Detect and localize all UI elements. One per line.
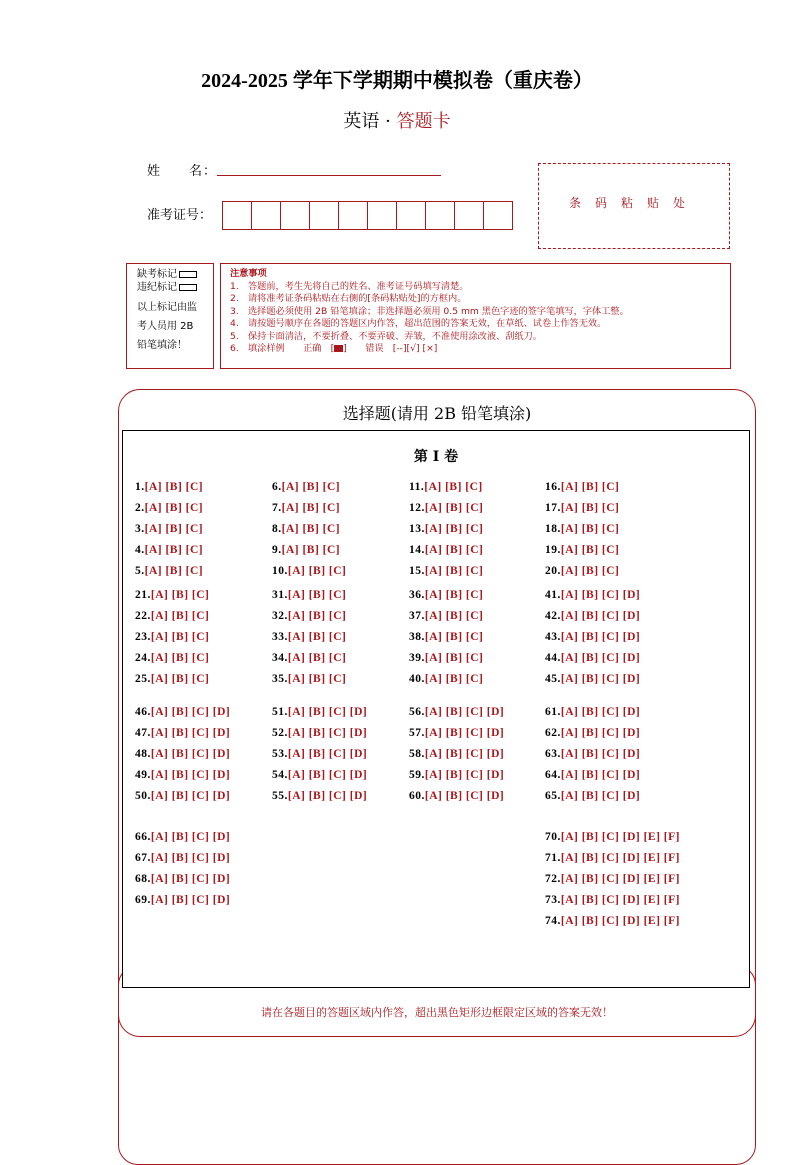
question-row[interactable] [135,894,230,906]
question-number: 39. [409,652,425,664]
question-row[interactable] [135,544,203,556]
answer-options[interactable]: [A] [B] [C] [281,544,341,556]
answer-options[interactable]: [A] [B] [C] [D] [287,790,368,802]
question-row[interactable] [409,544,483,556]
notice-item: 5. 保持卡面清洁，不要折叠、不要弄破、弄皱，不准使用涂改液、刮纸刀。 [230,330,542,342]
question-row[interactable] [135,673,209,685]
answer-options[interactable]: [A] [B] [C] [D] [150,873,231,885]
notice-item: 1. 答题前，考生先将自己的姓名、准考证号码填写清楚。 [230,280,469,292]
question-row[interactable] [135,652,209,664]
question-number: 64. [545,769,561,781]
question-number: 15. [409,565,425,577]
question-number: 41. [545,589,561,601]
question-row[interactable] [272,631,346,643]
question-row[interactable] [135,523,203,535]
question-number: 4. [135,544,145,556]
question-number: 47. [135,727,151,739]
question-row[interactable] [545,631,640,643]
question-number: 65. [545,790,561,802]
footer-note: 请在各题目的答题区域内作答，超出黑色矩形边框限定区域的答案无效！ [261,1006,613,1019]
answer-options[interactable]: [A] [B] [C] [424,481,483,493]
answer-options[interactable]: [A] [B] [C] [287,565,347,577]
answer-options[interactable]: [A] [B] [C] [D] [287,748,368,760]
question-number: 12. [409,502,425,514]
answer-options[interactable]: [A] [B] [C] [D] [150,706,231,718]
id-digit-box[interactable] [367,201,397,230]
question-row[interactable] [135,748,230,760]
question-number: 17. [545,502,561,514]
answer-options[interactable]: [A] [B] [C] [560,544,620,556]
id-digit-box[interactable] [396,201,426,230]
answer-options[interactable]: [A] [B] [C] [424,610,484,622]
question-number: 37. [409,610,425,622]
question-row[interactable] [545,502,619,514]
answer-options[interactable]: [A] [B] [C] [281,502,341,514]
absent-mark-label: 缺考标记 [137,269,177,280]
question-row[interactable] [545,706,640,718]
answer-options[interactable]: [A] [B] [C] [287,589,347,601]
question-number: 33. [272,631,288,643]
question-number: 2. [135,502,145,514]
notice-box [220,263,731,369]
subtitle [0,107,794,133]
card-label: 答题卡 [396,111,451,132]
answer-options[interactable]: [A] [B] [C] [281,523,341,535]
question-number: 73. [545,894,561,906]
fill-sample-prefix: 6. 填涂样例 正确 [ [230,343,335,354]
question-number: 21. [135,589,151,601]
question-number: 6. [272,481,282,493]
question-row[interactable] [409,748,504,760]
question-row[interactable] [135,769,230,781]
mark-note-3: 铅笔填涂！ [137,340,187,351]
answer-options[interactable]: [A] [B] [C] [424,502,484,514]
violation-mark-checkbox[interactable] [179,284,197,291]
answer-options[interactable]: [A] [B] [C] [D] [E] [F] [560,915,680,927]
answer-options[interactable]: [A] [B] [C] [150,673,210,685]
question-number: 49. [135,769,151,781]
question-number: 58. [409,748,425,760]
question-number: 43. [545,631,561,643]
answer-options[interactable]: [A] [B] [C] [D] [150,748,231,760]
question-number: 54. [272,769,288,781]
answer-options[interactable]: [A] [B] [C] [D] [560,673,641,685]
id-label: 准考证号： [147,208,213,223]
answer-options[interactable]: [A] [B] [C] [424,544,484,556]
question-row[interactable] [272,790,367,802]
question-row[interactable] [272,748,367,760]
answer-options[interactable]: [A] [B] [C] [424,631,484,643]
answer-options[interactable]: [A] [B] [C] [287,673,347,685]
question-number: 62. [545,727,561,739]
question-number: 52. [272,727,288,739]
question-row[interactable] [545,523,619,535]
answer-options[interactable]: [A] [B] [C] [150,631,210,643]
id-digit-box[interactable] [251,201,281,230]
question-row[interactable] [545,831,680,843]
answer-options[interactable]: [A] [B] [C] [D] [424,790,505,802]
answer-options[interactable]: [A] [B] [C] [D] [E] [F] [560,831,680,843]
question-number: 9. [272,544,282,556]
absent-mark-checkbox[interactable] [179,271,197,278]
question-row[interactable] [545,873,680,885]
question-row[interactable] [409,769,504,781]
answer-options[interactable]: [A] [B] [C] [144,523,204,535]
answer-options[interactable]: [A] [B] [C] [287,610,347,622]
question-row[interactable] [135,589,209,601]
question-number: 51. [272,706,288,718]
notice-item: 2. 请将准考证条码粘贴在右侧的[条码粘贴处]的方框内。 [230,293,467,304]
question-row[interactable] [272,610,346,622]
question-row[interactable] [135,631,209,643]
question-number: 70. [545,831,561,843]
answer-options[interactable]: [A] [B] [C] [281,481,341,493]
answer-options[interactable]: [A] [B] [C] [150,589,210,601]
question-row[interactable] [409,610,483,622]
question-number: 67. [135,852,151,864]
question-row[interactable] [409,565,483,577]
question-number: 63. [545,748,561,760]
question-row[interactable] [545,769,640,781]
question-row[interactable] [409,727,504,739]
question-row[interactable] [409,481,483,493]
question-number: 1. [135,481,145,493]
answer-options[interactable]: [A] [B] [C] [424,673,484,685]
question-row[interactable] [272,565,346,577]
question-number: 10. [272,565,288,577]
question-row[interactable] [135,873,230,885]
question-row[interactable] [272,673,346,685]
question-row[interactable] [545,673,640,685]
question-row[interactable] [135,706,230,718]
answer-options[interactable]: [A] [B] [C] [144,502,204,514]
question-number: 19. [545,544,561,556]
answer-options[interactable]: [A] [B] [C] [D] [150,790,231,802]
question-number: 34. [272,652,288,664]
question-row[interactable] [545,544,619,556]
page-title: 2024-2025 学年下学期期中模拟卷（重庆卷） [201,70,593,92]
question-number: 36. [409,589,425,601]
mark-note-2: 考人员用 2B [137,321,194,332]
question-number: 60. [409,790,425,802]
question-row[interactable] [409,706,504,718]
id-number-boxes[interactable] [222,201,512,230]
question-number: 61. [545,706,561,718]
question-row[interactable] [272,769,367,781]
answer-options[interactable]: [A] [B] [C] [D] [560,790,641,802]
answer-options[interactable]: [A] [B] [C] [D] [424,706,505,718]
question-number: 57. [409,727,425,739]
answer-options[interactable]: [A] [B] [C] [144,481,204,493]
id-digit-box[interactable] [222,201,252,230]
answer-options[interactable]: [A] [B] [C] [560,523,620,535]
question-number: 24. [135,652,151,664]
question-number: 7. [272,502,282,514]
answer-options[interactable]: [A] [B] [C] [D] [E] [F] [560,852,680,864]
subtitle-separator: · [385,111,391,132]
question-row[interactable] [409,652,483,664]
question-row[interactable] [135,481,203,493]
question-number: 50. [135,790,151,802]
question-row[interactable] [272,523,340,535]
fill-sample-suffix: ] 错误 [--][√] [×] [343,343,438,354]
question-number: 66. [135,831,151,843]
id-digit-box[interactable] [338,201,368,230]
question-row[interactable] [545,748,640,760]
section-title: 选择题(请用 2B 铅笔填涂) [342,404,532,423]
answer-options[interactable]: [A] [B] [C] [424,652,484,664]
mark-box [126,263,214,369]
answer-options[interactable]: [A] [B] [C] [287,652,347,664]
question-number: 13. [409,523,425,535]
question-number: 18. [545,523,561,535]
question-row[interactable] [409,502,483,514]
answer-options[interactable]: [A] [B] [C] [560,565,620,577]
answer-options[interactable]: [A] [B] [C] [D] [150,852,231,864]
question-number: 23. [135,631,151,643]
question-row[interactable] [272,706,367,718]
subject-label: 英语 [343,111,380,132]
answer-options[interactable]: [A] [B] [C] [424,565,484,577]
answer-options[interactable]: [A] [B] [C] [150,610,210,622]
question-row[interactable] [545,852,680,864]
question-row[interactable] [135,790,230,802]
answer-options[interactable]: [A] [B] [C] [144,565,204,577]
question-number: 14. [409,544,425,556]
fill-sample-row [230,343,730,356]
question-number: 40. [409,673,425,685]
answer-options[interactable]: [A] [B] [C] [287,631,347,643]
answer-options[interactable]: [A] [B] [C] [D] [560,727,641,739]
question-row[interactable] [545,790,640,802]
answer-options[interactable]: [A] [B] [C] [D] [560,748,641,760]
violation-mark-label: 违纪标记 [137,282,177,293]
question-number: 8. [272,523,282,535]
question-row[interactable] [135,565,203,577]
answer-options[interactable]: [A] [B] [C] [D] [560,631,641,643]
question-number: 16. [545,481,561,493]
question-row[interactable] [135,831,230,843]
question-number: 32. [272,610,288,622]
question-number: 22. [135,610,151,622]
question-number: 20. [545,565,561,577]
answer-options[interactable]: [A] [B] [C] [D] [560,610,641,622]
question-row[interactable] [272,502,340,514]
question-row[interactable] [135,852,230,864]
answer-options[interactable]: [A] [B] [C] [D] [150,894,231,906]
answer-options[interactable]: [A] [B] [C] [D] [560,706,641,718]
answer-options[interactable]: [A] [B] [C] [D] [560,652,641,664]
question-row[interactable] [545,589,640,601]
question-row[interactable] [135,502,203,514]
id-digit-box[interactable] [425,201,455,230]
question-row[interactable] [545,915,680,927]
answer-options[interactable]: [A] [B] [C] [D] [E] [F] [560,873,680,885]
question-number: 42. [545,610,561,622]
id-digit-box[interactable] [280,201,310,230]
question-number: 56. [409,706,425,718]
question-number: 53. [272,748,288,760]
answer-options[interactable]: [A] [B] [C] [D] [424,748,505,760]
answer-options[interactable]: [A] [B] [C] [D] [287,769,368,781]
question-row[interactable] [272,652,346,664]
name-label: 姓 名： [147,164,218,179]
answer-options[interactable]: [A] [B] [C] [144,544,204,556]
question-number: 68. [135,873,151,885]
question-row[interactable] [135,610,209,622]
question-number: 46. [135,706,151,718]
answer-options[interactable]: [A] [B] [C] [150,652,210,664]
id-digit-box[interactable] [483,201,513,230]
question-number: 71. [545,852,561,864]
question-row[interactable] [409,790,504,802]
question-number: 11. [409,481,425,493]
notice-item: 4. 请按题号顺序在各题的答题区内作答，超出范围的答案无效，在草纸、试卷上作答无效。 [230,318,607,329]
question-row[interactable] [545,481,619,493]
answer-options[interactable]: [A] [B] [C] [D] [287,727,368,739]
question-row[interactable] [409,631,483,643]
question-number: 72. [545,873,561,885]
question-row[interactable] [272,544,340,556]
answer-options[interactable]: [A] [B] [C] [D] [287,706,368,718]
notice-item: 3. 选择题必须使用 2B 铅笔填涂；非选择题必须用 0.5 mm 黑色字迹的签字笔填写，字体工整。 [230,305,629,317]
barcode-area [538,163,730,249]
question-row[interactable] [409,673,483,685]
question-number: 44. [545,652,561,664]
answer-options[interactable]: [A] [B] [C] [424,523,484,535]
barcode-label: 条码粘贴处 [568,196,699,210]
question-number: 48. [135,748,151,760]
answer-options[interactable]: [A] [B] [C] [D] [150,831,231,843]
question-number: 55. [272,790,288,802]
question-number: 74. [545,915,561,927]
question-number: 3. [135,523,145,535]
question-number: 35. [272,673,288,685]
question-row[interactable] [135,727,230,739]
answer-options[interactable]: [A] [B] [C] [D] [424,727,505,739]
answer-options[interactable]: [A] [B] [C] [D] [560,589,641,601]
question-number: 69. [135,894,151,906]
question-number: 38. [409,631,425,643]
question-row[interactable] [545,610,640,622]
question-number: 59. [409,769,425,781]
answer-options[interactable]: [A] [B] [C] [D] [E] [F] [560,894,680,906]
mark-note-1: 以上标记由监 [137,302,197,313]
answer-options[interactable]: [A] [B] [C] [D] [150,727,231,739]
question-row[interactable] [409,523,483,535]
question-number: 45. [545,673,561,685]
question-row[interactable] [272,727,367,739]
answer-options[interactable]: [A] [B] [C] [424,589,484,601]
question-row[interactable] [545,894,680,906]
question-number: 25. [135,673,151,685]
question-row[interactable] [545,727,640,739]
answer-options[interactable]: [A] [B] [C] [D] [424,769,505,781]
question-row[interactable] [272,589,346,601]
question-number: 31. [272,589,288,601]
id-digit-box[interactable] [454,201,484,230]
name-field[interactable] [217,175,441,176]
question-row[interactable] [409,589,483,601]
answer-options[interactable]: [A] [B] [C] [D] [150,769,231,781]
notice-title: 注意事项 [230,268,267,279]
volume-title: 第 I 卷 [413,449,459,465]
answer-options[interactable]: [A] [B] [C] [D] [560,769,641,781]
question-row[interactable] [272,481,340,493]
fill-sample-correct [334,345,343,352]
question-row[interactable] [545,652,640,664]
answer-options[interactable]: [A] [B] [C] [560,502,620,514]
id-digit-box[interactable] [309,201,339,230]
question-row[interactable] [545,565,619,577]
question-number: 5. [135,565,145,577]
answer-options[interactable]: [A] [B] [C] [560,481,620,493]
